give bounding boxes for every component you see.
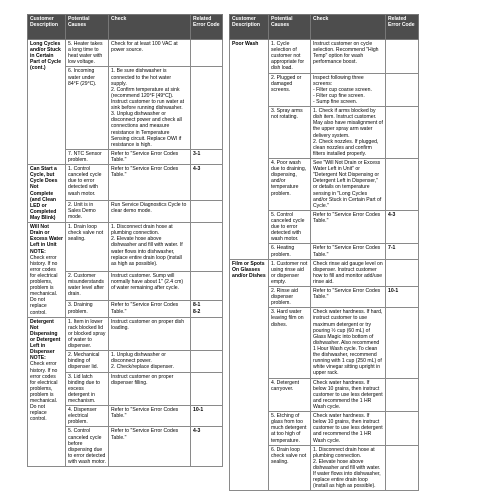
error-code-cell xyxy=(386,259,419,286)
check-cell: Check rinse aid gauge level on dispenser. Instruct customer how to fill and monitor add/use rinse aid. xyxy=(311,259,386,286)
error-code-cell xyxy=(191,200,223,223)
check-cell: See "Will Not Drain or Excess Water Left in Unit" or "Detergent Not Dispensing or Detergent Left in Dispenser," or details on temperature sensing in "Long Cycles and/or Stuck in Certain Part of Cycle." xyxy=(311,158,386,210)
cause-cell: 1. Item in lower rack blocked lid or blocked spray of water to dispenser. xyxy=(66,317,109,351)
troubleshooting-table-right xyxy=(229,14,419,491)
header-related-error-code: Related Error Code xyxy=(386,15,419,40)
check-cell: Check water hardness. If below 10 grains, then instruct customer to use less detergent and recommend the 1 HR Wash cycle. xyxy=(311,412,386,446)
cause-cell: 3. Spray arms not rotating. xyxy=(269,107,311,159)
error-code-cell: 7-1 xyxy=(386,244,419,259)
error-code-cell xyxy=(386,40,419,74)
error-code-cell xyxy=(191,317,223,351)
error-code-cell: 4-3 xyxy=(191,427,223,467)
check-cell: Instruct customer on proper dispenser filling. xyxy=(109,372,191,406)
cause-cell: 5. Heater takes a long time to heat water with low voltage. xyxy=(66,40,109,67)
cause-cell: 5. Control canceled cycle due to error detected with wash motor. xyxy=(269,210,311,244)
table-header-row xyxy=(28,15,223,40)
symptom-detergent-not-dispensing xyxy=(28,317,66,466)
symptom-title: Detergent Not Dispensing or Detergent Left in Dispenser xyxy=(30,318,61,356)
check-cell: 1. Be sure dishwasher is connected to the hot water supply. 2. Confirm temperature at sink (recommend 120°F [49°C]). Instruct customer to run water at sink before running dishwasher. 3. Unplug dishwasher or disconnect power and check all connections and measure resistance in Temperature Sensing circuit. Replace OWI if resistance is high. xyxy=(109,67,191,149)
note-text: Check error history. If no error codes for electrical problems, problem is mechanical. Do not replace control. xyxy=(30,361,58,423)
check-cell: Refer to "Service Error Codes Table." xyxy=(311,287,386,308)
check-cell: Check for at least 100 VAC at power source. xyxy=(109,40,191,67)
check-cell: Instruct customer. Sump will normally have about 1" (2.4 cm) of water remaining after cycle. xyxy=(109,272,191,301)
check-cell: 1. Disconnect drain hose at plumbing connection. 2. Elevate hose above dishwasher and fill with water. If water flows into dishwasher, replace entire drain loop (install as high as possible). xyxy=(311,445,386,491)
cause-cell: 3. Hard water leaving film on dishes. xyxy=(269,308,311,378)
troubleshooting-table-left xyxy=(27,14,223,467)
symptom-long-cycles: Long Cycles and/or Stuck in Certain Part of Cycle (cont.) xyxy=(28,40,66,165)
header-check: Check xyxy=(109,15,191,40)
cause-cell: 2. Rinse aid dispenser problem. xyxy=(269,287,311,308)
table-header-row xyxy=(230,15,419,40)
cause-cell: 3. Lid latch binding due to excess detergent in mechanism. xyxy=(66,372,109,406)
error-code-cell xyxy=(386,412,419,446)
cause-cell: 4. Detergent carryover. xyxy=(269,378,311,412)
check-cell: Refer to "Service Error Codes Table." xyxy=(311,210,386,244)
note-label: NOTE: xyxy=(30,248,46,255)
cause-cell: 3. Draining problem. xyxy=(66,301,109,317)
symptom-can-start-cycle: Can Start a Cycle, but Cycle Does Not Complete (and Clean LED or Completed May Blink) xyxy=(28,165,66,223)
header-related-error-code: Related Error Code xyxy=(191,15,223,40)
header-customer-description: Customer Description xyxy=(28,15,66,40)
cause-cell: 5. Etching of glass from too much detergent at too high of temperature. xyxy=(269,412,311,446)
check-cell: 1. Disconnect drain hose at plumbing connection. 2. Elevate hose above dishwasher and fill with water. If water flows into dishwasher, replace entire drain loop (install as high as possible). xyxy=(109,223,191,272)
error-code-cell xyxy=(386,378,419,412)
table-row xyxy=(230,40,419,74)
error-code-cell: 8-1 8-2 xyxy=(191,301,223,317)
check-cell: Refer to "Service Error Codes Table." xyxy=(109,406,191,427)
check-cell: Refer to "Service Error Codes Table." xyxy=(311,244,386,259)
error-code-cell xyxy=(191,40,223,67)
header-customer-description: Customer Description xyxy=(230,15,269,40)
cause-cell: 1. Control canceled cycle due to error detected with wash motor. xyxy=(66,165,109,200)
cause-cell: 6. Incoming water under 84°F (29°C). xyxy=(66,67,109,149)
check-cell: Refer to "Service Error Codes Table." xyxy=(109,165,191,200)
error-code-cell xyxy=(191,272,223,301)
error-code-cell xyxy=(386,445,419,491)
check-cell: Inspect following three screens: - Filter cup coarse screen. - Filter cup fine screen. - Sump fine screen. xyxy=(311,73,386,107)
error-code-cell: 10-1 xyxy=(191,406,223,427)
check-cell: 1. Check if arms blocked by dish item. Instruct customer. May also have misalignment of the upper spray arm water delivery system. 2. Check nozzles. If plugged, clean nozzles and confirm filters installed properly. xyxy=(311,107,386,159)
header-check: Check xyxy=(311,15,386,40)
table-row xyxy=(28,40,223,67)
check-cell: Instruct customer on proper dish loading. xyxy=(109,317,191,351)
symptom-title: Will Not Drain or Excess Water Left in Unit xyxy=(30,224,63,249)
check-cell: Check water hardness. If hard, instruct customer to use maximum detergent or try pouring ½ cup (60 mL) of Glass Magic into bottom of dishwasher. Also recommend 1 Hour Wash cycle. To clean the dishwasher, recommend running with 1 cup (250 mL) of white vinegar sitting upright in upper rack. xyxy=(311,308,386,378)
error-code-cell xyxy=(386,107,419,159)
note-text: Check error history. If no error codes for electrical problems, problem is mechanical. Do not replace control. xyxy=(30,254,58,316)
note-label: NOTE: xyxy=(30,355,46,362)
table-row xyxy=(28,317,223,351)
check-cell: Check water hardness. If below 10 grains, then instruct customer to use less detergent and recommend the 1 HR Wash cycle. xyxy=(311,378,386,412)
cause-cell: 4. Dispenser electrical problem. xyxy=(66,406,109,427)
cause-cell: 2. Mechanical binding of dispenser lid. xyxy=(66,351,109,372)
table-row xyxy=(28,165,223,200)
header-potential-causes: Potential Causes xyxy=(269,15,311,40)
table-row xyxy=(230,259,419,286)
header-potential-causes: Potential Causes xyxy=(66,15,109,40)
symptom-film-or-spots: Film or Spots On Glasses and/or Dishes xyxy=(230,259,269,491)
check-cell: Refer to "Service Error Codes Table." xyxy=(109,301,191,317)
check-cell: Run Service Diagnostics Cycle to clear demo mode. xyxy=(109,200,191,223)
cause-cell: 6. Drain loop check valve not sealing. xyxy=(269,445,311,491)
error-code-cell: 4-3 xyxy=(191,165,223,200)
cause-cell: 1. Cycle selection of customer not appropriate for dish load. xyxy=(269,40,311,74)
cause-cell: 1. Drain loop check valve not sealing. xyxy=(66,223,109,272)
symptom-will-not-drain xyxy=(28,223,66,318)
table-row xyxy=(28,223,223,272)
check-cell: Refer to "Service Error Codes Table." xyxy=(109,427,191,467)
error-code-cell xyxy=(386,308,419,378)
cause-cell: 7. NTC Sensor problem. xyxy=(66,149,109,164)
cause-cell: 1. Customer not using rinse aid or dispenser empty. xyxy=(269,259,311,286)
check-cell: Instruct customer on cycle selection. Recommend "High Temp" option for wash performance boost. xyxy=(311,40,386,74)
symptom-poor-wash: Poor Wash xyxy=(230,40,269,260)
error-code-cell: 4-3 xyxy=(386,210,419,244)
check-cell: 1. Unplug dishwasher or disconnect power. 2. Check/replace dispenser. xyxy=(109,351,191,372)
error-code-cell xyxy=(191,351,223,372)
check-cell: Refer to "Service Error Codes Table." xyxy=(109,149,191,164)
error-code-cell: 3-1 xyxy=(191,149,223,164)
error-code-cell xyxy=(386,158,419,210)
error-code-cell xyxy=(191,67,223,149)
error-code-cell xyxy=(386,73,419,107)
cause-cell: 6. Heating problem. xyxy=(269,244,311,259)
cause-cell: 5. Control canceled cycle before dispensing due to error detected with wash motor. xyxy=(66,427,109,467)
error-code-cell xyxy=(191,223,223,272)
cause-cell: 2. Plugged or damaged screens. xyxy=(269,73,311,107)
error-code-cell xyxy=(191,372,223,406)
cause-cell: 2. Unit is in Sales Demo mode. xyxy=(66,200,109,223)
error-code-cell: 10-1 xyxy=(386,287,419,308)
cause-cell: 4. Poor wash due to draining, dispensing, and/or temperature problem. xyxy=(269,158,311,210)
cause-cell: 2. Customer misunderstands water level after drain. xyxy=(66,272,109,301)
